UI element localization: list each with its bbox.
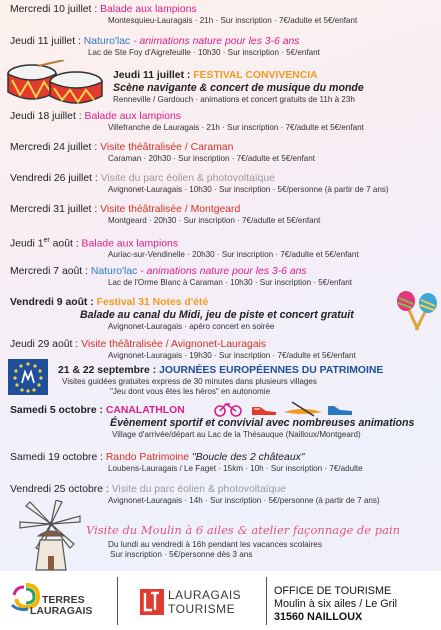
office-title: OFFICE DE TOURISME xyxy=(274,585,392,597)
event-15: Vendredi 25 octobre : Visite du parc éolien & photovoltaïque Avignonet-Lauragais · 14h · Sur inscription · 5€/personne (à partir de 7 ans) xyxy=(10,483,440,506)
event-title: Visite du parc éolien & photovoltaïque xyxy=(111,484,286,495)
sport-icons xyxy=(214,400,354,418)
event-details: Renneville / Gardouch · animations et concert gratuits de 11h à 23h xyxy=(113,95,355,104)
event-13: Samedi 5 octobre : CANALATHLON Évènement sportif et convivial avec nombreuses animations Village d'arrivée/départ au Lac de la Thésauque (Nailloux/Montgeard) xyxy=(10,404,440,440)
event-title: Balade aux lampions xyxy=(100,4,197,15)
maracas-illustration xyxy=(396,290,438,334)
terres-lauragais-logo xyxy=(30,595,92,617)
event-date: Jeudi 11 juillet xyxy=(113,70,185,81)
event-details: Lac de Ste Foy d'Aigrefeuille · 10h30 · Sur inscription · 5€/enfant xyxy=(88,48,320,57)
event-title: JOURNÉES EUROPÉENNES DU PATRIMOINE xyxy=(159,365,384,376)
event-details: Avignonet-Lauragais · apéro concert en soirée xyxy=(108,322,275,331)
event-date-month: août xyxy=(49,238,73,250)
event-10: Vendredi 9 août : Festival 31 Notes d'été Balade au canal du Midi, jeu de piste et concert gratuit Avignonet-Lauragais · apéro concert en soirée xyxy=(10,296,440,332)
kayak-icon xyxy=(284,402,322,416)
event-date: 21 & 22 septembre xyxy=(58,365,150,376)
event-11: Jeudi 29 août : Visite théâtralisée / Avignonet-Lauragais Avignonet-Lauragais · 19h30 · Sur inscription · 7€/adulte et 5€/enfant xyxy=(10,338,440,361)
event-title: Rando Patrimoine xyxy=(105,452,190,463)
event-subtitle: "Boucle des 2 châteaux" xyxy=(191,452,305,463)
event-date: Samedi 19 octobre xyxy=(10,452,98,463)
office-postcode: 31560 NAILLOUX xyxy=(274,611,363,623)
event-3: Jeudi 11 juillet : FESTIVAL CONVIVENCIA Scène navigante & concert de musique du monde Renneville / Gardouch · animations et concert gratuits de 11h à 23h xyxy=(113,69,438,105)
event-1: Mercredi 10 juillet : Balade aux lampions Montesquieu-Lauragais · 21h · Sur inscription · 7€/adulte et 5€/enfant xyxy=(10,3,440,26)
event-title: Naturo'lac xyxy=(83,36,131,47)
event-date: Mercredi 10 juillet xyxy=(10,4,92,15)
european-heritage-icon xyxy=(8,359,48,395)
event-8: Jeudi 1er août : Balade aux lampions Auriac-sur-Vendinelle · 20h30 · Sur inscription · 7€/adulte et 5€/enfant xyxy=(10,234,440,260)
event-title: Balade aux lampions xyxy=(81,238,179,250)
event-date: Jeudi 18 juillet xyxy=(10,111,76,122)
event-title: Balade aux lampions xyxy=(84,111,181,122)
event-place: Caraman xyxy=(190,142,234,153)
event-description-2: "Jeu dont vous êtes les héros" en autonomie xyxy=(110,387,271,396)
event-14: Samedi 19 octobre : Rando Patrimoine "Boucle des 2 châteaux" Loubens-Lauragais / Le Faget · 15km · 10h · Sur inscription · 7€/adulte xyxy=(10,451,440,474)
event-details: Lac de l'Orme Blanc à Caraman · 10h30 · Sur inscription · 5€/enfant xyxy=(108,278,353,287)
lauragais-tourisme-logo xyxy=(168,588,241,616)
event-details: Montesquieu-Lauragais · 21h · Sur inscription · 7€/adulte et 5€/enfant xyxy=(108,16,358,25)
moulin-title: Visite du Moulin à 6 ailes & atelier façonnage de pain xyxy=(86,523,401,537)
event-title: Visite du parc éolien & photovoltaïque xyxy=(100,173,275,184)
moulin-line-1: Du lundi au vendredi à 16h pendant les vacances scolaires xyxy=(108,540,322,549)
office-address xyxy=(274,585,397,624)
footer-divider xyxy=(266,577,267,625)
event-date: Jeudi 29 août xyxy=(10,339,73,350)
event-title: CANALATHLON xyxy=(105,405,185,416)
event-date: Vendredi 25 octobre xyxy=(10,484,104,495)
event-details: Avignonet-Lauragais · 10h30 · Sur inscription · 5€/personne (à partir de 7 ans) xyxy=(108,185,389,194)
event-subtitle: - animations nature pour les 3-6 ans xyxy=(133,36,300,47)
logo1-line2: LAURAGAIS xyxy=(30,605,93,617)
event-date: Mercredi 7 août xyxy=(10,266,83,277)
office-address-line: Moulin à six ailes / Le Gril xyxy=(274,598,398,610)
running-shoe-icon xyxy=(328,406,352,415)
event-title: Visite théâtralisée / Avignonet-Lauragais xyxy=(81,339,267,350)
event-title: Visite théâtralisée xyxy=(100,142,182,153)
event-5: Mercredi 24 juillet : Visite théâtralisée / Caraman Caraman · 20h30 · Sur inscription · 7€/adulte et 5€/enfant xyxy=(10,141,440,164)
moulin-line-2: Sur inscription · 5€/personne dès 3 ans xyxy=(110,550,253,559)
event-12: 21 & 22 septembre : JOURNÉES EUROPÉENNES DU PATRIMOINE Visites guidées gratuites express de 30 minutes dans plusieurs villages "Jeu dont vous êtes les héros" en autonomie xyxy=(58,364,438,397)
event-date: Mercredi 31 juillet xyxy=(10,204,92,215)
event-description: Évènement sportif et convivial avec nombreuses animations xyxy=(110,417,415,429)
logo2-line2: TOURISME xyxy=(168,602,236,616)
event-date-sup: er xyxy=(43,237,50,244)
footer xyxy=(0,571,441,630)
event-details: Caraman · 20h30 · Sur inscription · 7€/adulte et 5€/enfant xyxy=(108,154,315,163)
logo1-line1: TERRES xyxy=(42,594,85,606)
event-details: Loubens-Lauragais / Le Faget · 15km · 10h · Sur inscription · 7€/adulte xyxy=(108,464,363,473)
event-9: Mercredi 7 août : Naturo'lac - animations nature pour les 3-6 ans Lac de l'Orme Blanc à Caraman · 10h30 · Sur inscription · 5€/enfant xyxy=(10,265,440,288)
event-date: Vendredi 9 août xyxy=(10,297,88,308)
event-details: Avignonet-Lauragais · 19h30 · Sur inscription · 7€/adulte et 5€/enfant xyxy=(108,351,356,360)
event-description: Balade au canal du Midi, jeu de piste et concert gratuit xyxy=(80,309,354,321)
event-date: Jeudi 1 xyxy=(10,238,44,250)
event-date: Mercredi 24 juillet xyxy=(10,142,92,153)
event-description-1: Visites guidées gratuites express de 30 minutes dans plusieurs villages xyxy=(62,377,317,386)
event-place: Montgeard xyxy=(190,204,241,215)
logo2-line1: LAURAGAIS xyxy=(168,588,242,602)
footer-divider xyxy=(117,577,118,625)
event-date: Vendredi 26 juillet xyxy=(10,173,93,184)
event-description: Scène navigante & concert de musique du monde xyxy=(113,82,364,94)
event-details: Avignonet-Lauragais · 14h · Sur inscription · 5€/personne (à partir de 7 ans) xyxy=(108,496,380,505)
drums-illustration xyxy=(4,60,108,108)
bike-icon xyxy=(215,404,241,416)
event-6: Vendredi 26 juillet : Visite du parc éolien & photovoltaïque Avignonet-Lauragais · 10h30 · Sur inscription · 5€/personne (à partir de 7 ans) xyxy=(10,172,440,195)
moulin-details xyxy=(108,540,322,560)
event-details: Montgeard · 20h30 · Sur inscription · 7€/adulte et 5€/enfant xyxy=(108,216,321,225)
event-details: Auriac-sur-Vendinelle · 20h30 · Sur inscription · 7€/adulte et 5€/enfant xyxy=(108,250,359,260)
event-title: Visite théâtralisée xyxy=(100,204,182,215)
event-date: Samedi 5 octobre xyxy=(10,405,97,416)
event-2: Jeudi 11 juillet : Naturo'lac - animations nature pour les 3-6 ans Lac de Ste Foy d'Aigrefeuille · 10h30 · Sur inscription · 5€/enfant xyxy=(10,35,440,58)
shoe-icon xyxy=(252,407,276,415)
event-date: Jeudi 11 juillet xyxy=(10,36,76,47)
event-7: Mercredi 31 juillet : Visite théâtralisée / Montgeard Montgeard · 20h30 · Sur inscription · 7€/adulte et 5€/enfant xyxy=(10,203,440,226)
event-title: FESTIVAL CONVIVENCIA xyxy=(193,70,318,81)
event-details: Villefranche de Lauragais · 21h · Sur inscription · 7€/adulte et 5€/enfant xyxy=(108,123,364,132)
event-details: Village d'arrivée/départ au Lac de la Thésauque (Nailloux/Montgeard) xyxy=(112,430,361,439)
lauragais-tourisme-logo-icon xyxy=(140,589,164,615)
event-4: Jeudi 18 juillet : Balade aux lampions Villefranche de Lauragais · 21h · Sur inscription · 7€/adulte et 5€/enfant xyxy=(10,110,440,133)
windmill-illustration xyxy=(18,500,84,572)
event-title: Festival 31 Notes d'été xyxy=(96,297,209,308)
event-subtitle: - animations nature pour les 3-6 ans xyxy=(140,266,307,277)
event-title: Naturo'lac xyxy=(90,266,138,277)
